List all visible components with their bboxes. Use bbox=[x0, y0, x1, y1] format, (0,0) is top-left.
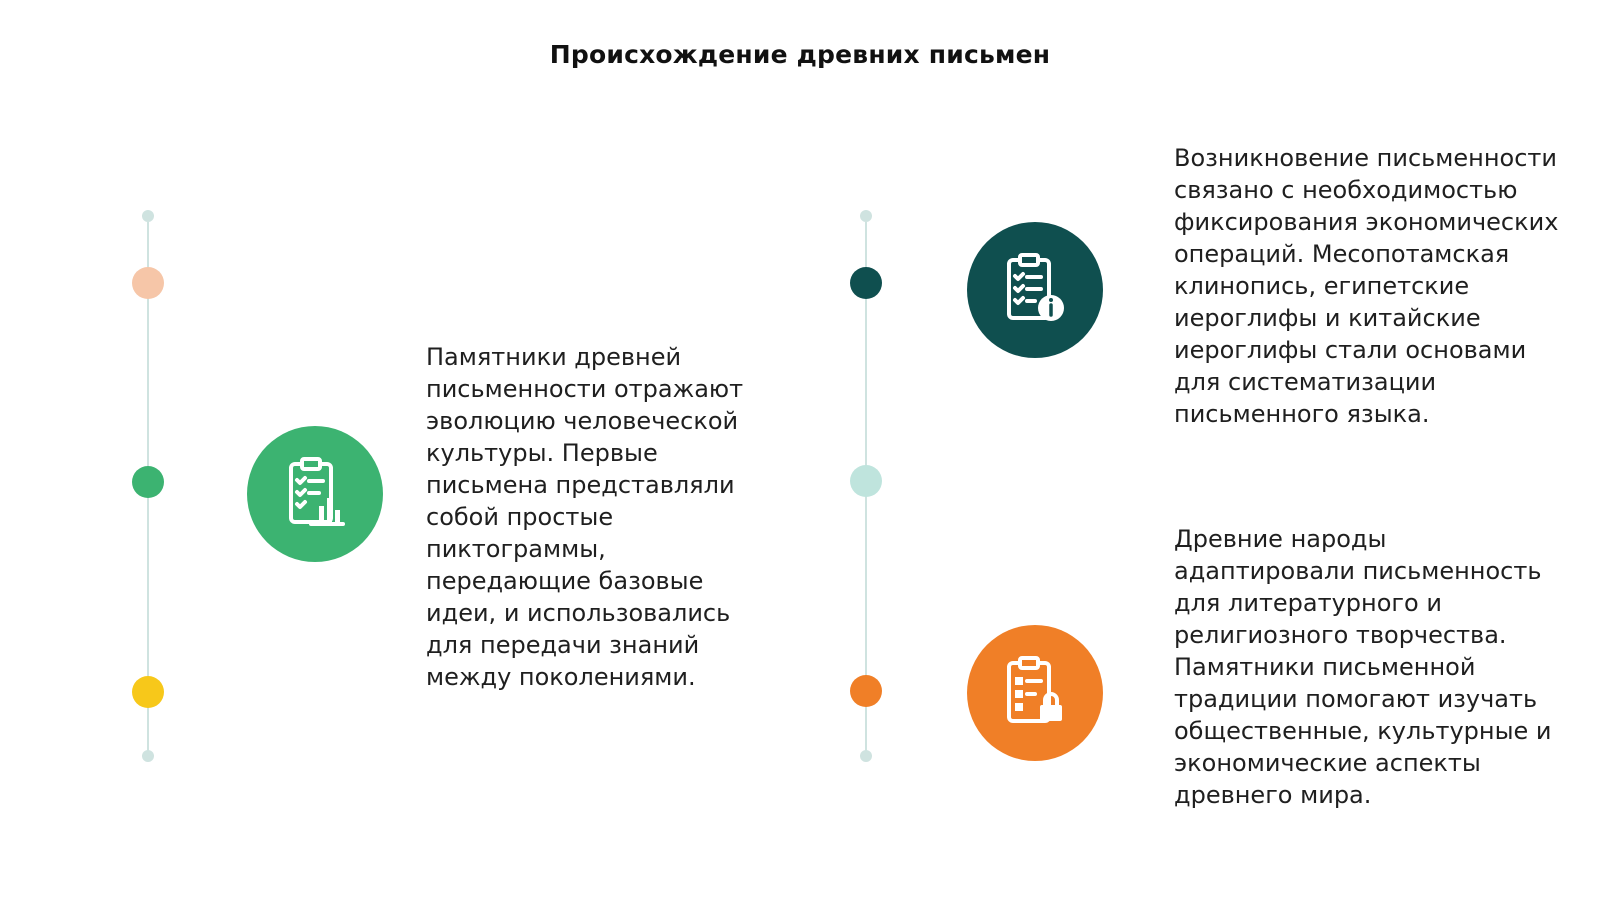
timeline-dot-dark-teal bbox=[850, 267, 882, 299]
item-text-1: Памятники древней письменности отражают эволюцию человеческой культуры. Первые письмена представляли собой простые пиктограммы, передающие базовые идеи, и использовались для передачи знаний между поколениями. bbox=[426, 343, 744, 691]
timeline-end-top bbox=[142, 210, 154, 222]
item-text-2: Возникновение письменности связано с необходимостью фиксирования экономических операций. Месопотамская клинопись, египетские иероглифы и китайские иероглифы стали основами для систематизации письменного языка. bbox=[1174, 144, 1559, 428]
timeline-right bbox=[846, 210, 886, 770]
timeline-dot-orange bbox=[850, 675, 882, 707]
timeline-dot-peach bbox=[132, 267, 164, 299]
timeline-end-bottom bbox=[142, 750, 154, 762]
item-text-3: Древние народы адаптировали письменность для литературного и религиозного творчества. Памятники письменной традиции помогают изучать общественные, культурные и экономические аспекты древнего мира. bbox=[1174, 525, 1552, 809]
timeline-end-bottom bbox=[860, 750, 872, 762]
timeline-end-top bbox=[860, 210, 872, 222]
timeline-dot-green bbox=[132, 466, 164, 498]
clipboard-info-icon bbox=[967, 222, 1103, 358]
timeline-dot-light-teal bbox=[850, 465, 882, 497]
clipboard-lock-icon bbox=[967, 625, 1103, 761]
clipboard-chart-icon bbox=[247, 426, 383, 562]
page-title: Происхождение древних письмен bbox=[549, 40, 1051, 69]
timeline-dot-yellow bbox=[132, 676, 164, 708]
timeline-left bbox=[128, 210, 168, 770]
